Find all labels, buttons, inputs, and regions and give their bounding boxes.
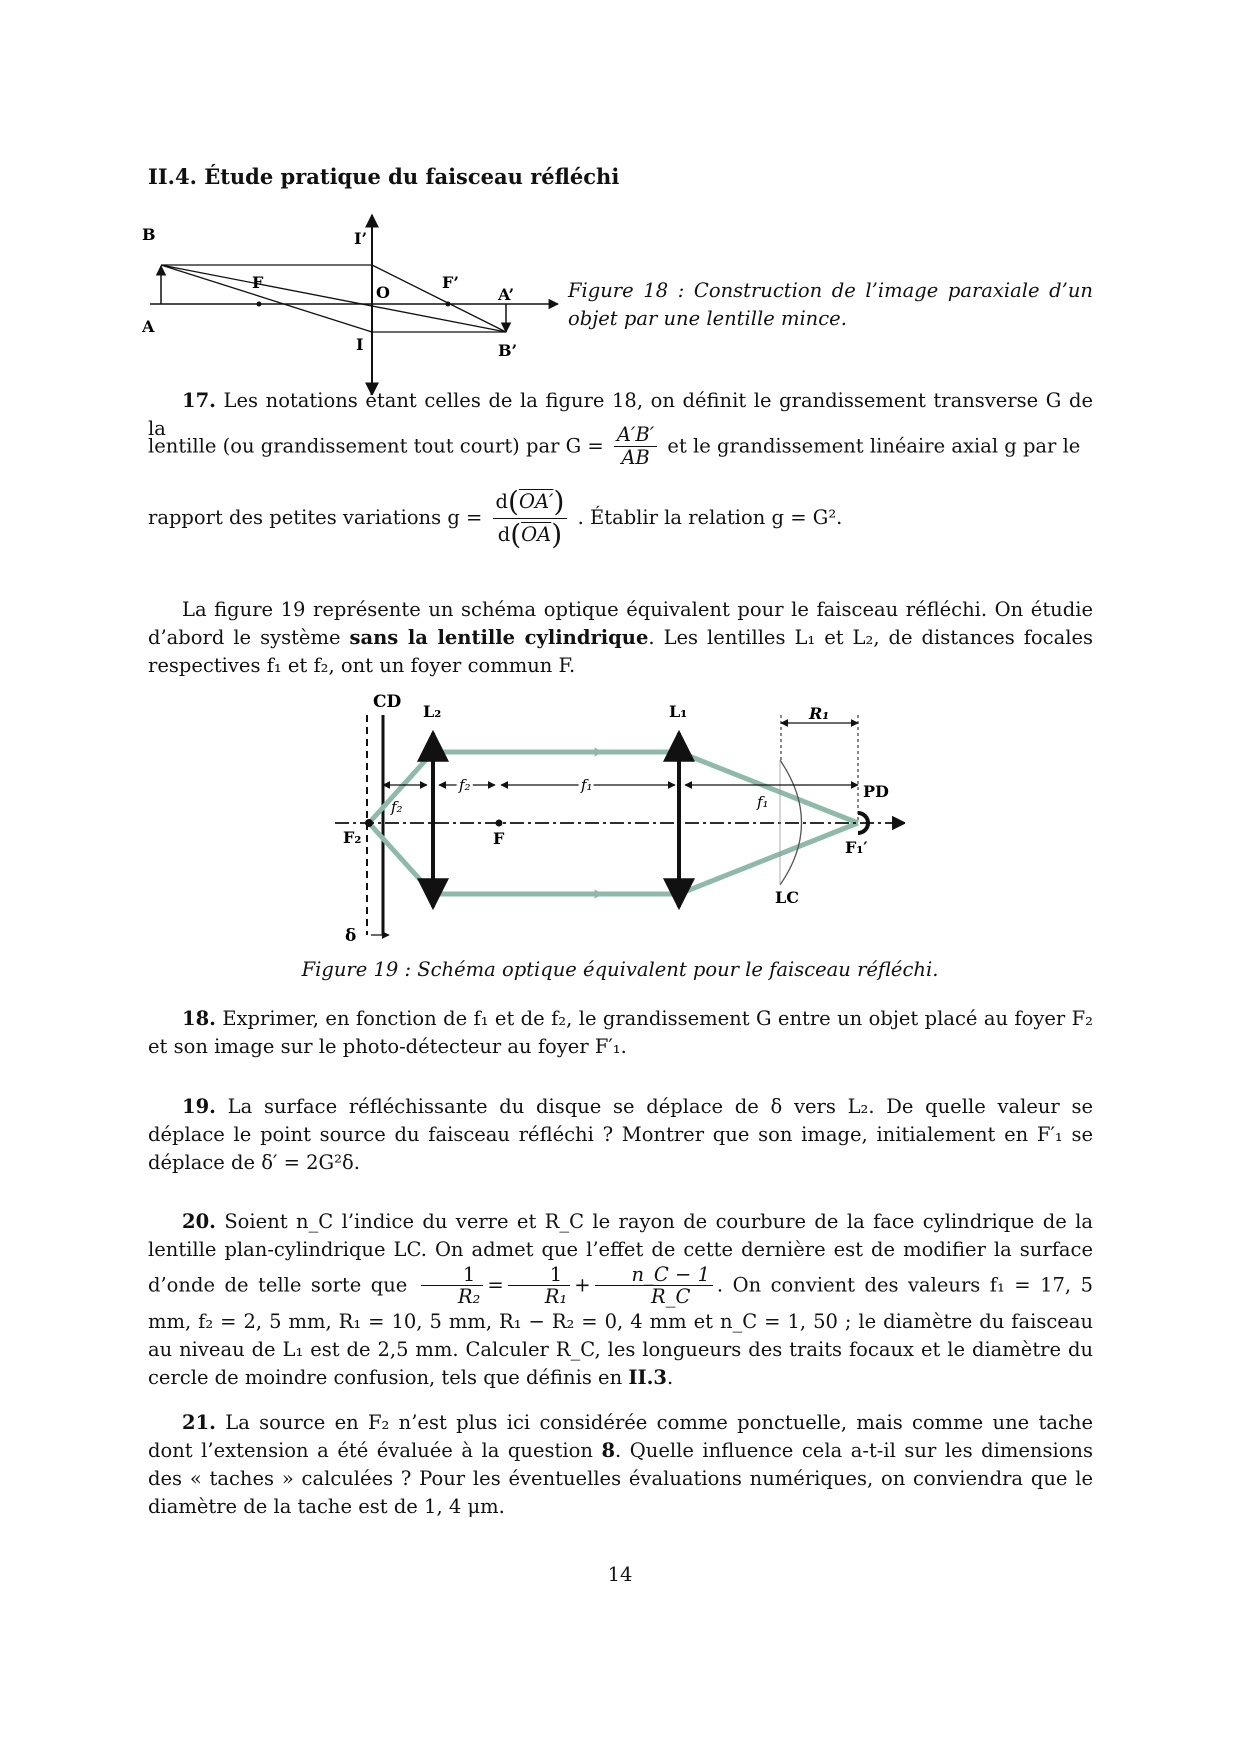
figure-18 xyxy=(140,210,560,395)
figure-18-caption: Figure 18 : Construction de l’image paraxiale d’un objet par une lentille mince. xyxy=(568,279,1093,330)
fraction-g-den: $d(\overline{OA})$ xyxy=(497,518,563,552)
frac-c-den: R_C xyxy=(651,1285,691,1309)
fraction-g-num: d(OA′) xyxy=(493,486,568,519)
ray-through-f xyxy=(161,265,372,332)
label-r1: R₁ xyxy=(809,704,830,723)
frac-b-den: R₁ xyxy=(544,1285,568,1309)
question-19-text: La surface réfléchissante du disque se déplace de δ vers L₂. De quelle valeur se déplace le point source du faisceau réfléchi ? Montrer que son image, initialement en F′₁ se déplace de δ′ = 2G²δ. xyxy=(148,1095,1094,1174)
label-f2-top: f₂ xyxy=(459,776,471,794)
section-title: II.4. Étude pratique du faisceau réfléchi xyxy=(148,164,620,189)
point-f2 xyxy=(365,819,373,827)
figure-19-intro xyxy=(148,596,1093,680)
question-21-pre: La source en F₂ n’est plus ici considérée comme ponctuelle, mais comme une tache dont l’extension a été évaluée à la question xyxy=(148,1411,1093,1462)
question-18-number: 18. xyxy=(182,1007,216,1030)
fraction-g-den-var: $\overline{OA}$ xyxy=(521,523,552,547)
question-21-ref: 8 xyxy=(601,1439,616,1462)
label-B: B xyxy=(142,225,156,244)
label-B-prime: B’ xyxy=(498,341,518,360)
question-21-post: . Quelle influence cela a-t-il sur les dimensions des « taches » calculées ? Pour les éventuelles évaluations numériques, on conviendra que le diamètre de la tache est de 1, 4 μm. xyxy=(148,1439,1093,1518)
fraction-G-den: AB xyxy=(621,446,650,470)
intro-bold: sans la lentille cylindrique xyxy=(349,626,649,649)
question-17-text2-post: et le grandissement linéaire axial g par le xyxy=(667,434,1081,458)
beam-lower xyxy=(369,823,858,894)
fraction-g-den-d: d xyxy=(497,523,511,547)
intro-text-a: La figure 19 représente un schéma optique équivalent pour le faisceau réfléchi. On étudie d’abord le système xyxy=(148,598,1093,649)
fraction-1-over-r2 xyxy=(421,1264,484,1308)
frac-a-den: R₂ xyxy=(457,1285,481,1309)
label-f2-small: f₂ xyxy=(391,798,403,816)
question-17-line2 xyxy=(148,424,1093,470)
label-F: F xyxy=(252,273,264,292)
fraction-nc-over-rc xyxy=(595,1264,713,1308)
question-17-number: 17. xyxy=(182,389,216,412)
fraction-g xyxy=(493,486,568,551)
question-21-number: 21. xyxy=(182,1411,216,1434)
label-F2: F₂ xyxy=(343,828,362,847)
fraction-G xyxy=(614,424,657,470)
question-17-text2-pre: lentille (ou grandissement tout court) par G = xyxy=(148,434,604,458)
question-21 xyxy=(148,1409,1093,1521)
label-F: F xyxy=(493,829,505,848)
question-17-line3 xyxy=(148,486,1093,551)
question-18 xyxy=(148,1005,1093,1061)
label-O: O xyxy=(376,283,390,302)
question-20-post: . On convient des valeurs f₁ = 17, 5 mm, f₂ = 2, 5 mm, R₁ = 10, 5 mm, R₁ − R₂ = 0, 4 mm et n_C = 1, 50 ; le diamètre du faisceau au niveau de L₁ est de 2,5 mm. Calculer R_C, les longueurs des traits focaux et le diamètre du cercle de moindre confusion, tels que définis en xyxy=(148,1273,1093,1389)
beam-upper xyxy=(369,752,858,823)
question-20-pre: Soient n_C l’indice du verre et R_C le rayon de courbure de la face cylindrique de la lentille plan-cylindrique LC. On admet que l’effet de cette dernière est de modifier la surface d’onde de telle sorte que xyxy=(148,1210,1093,1297)
point-f xyxy=(496,820,503,827)
intro-text-b: . Les lentilles L₁ et L₂, de distances focales respectives f₁ et f₂, ont un foyer commun F. xyxy=(148,626,1093,677)
fraction-G-num: A′B′ xyxy=(614,424,657,447)
question-18-text: Exprimer, en fonction de f₁ et de f₂, le grandissement G entre un objet placé au foyer F₂ et son image sur le photo-détecteur au foyer F′₁. xyxy=(148,1007,1093,1058)
figure-19-caption: Figure 19 : Schéma optique équivalent pour le faisceau réfléchi. xyxy=(301,958,939,981)
question-20: 20. Soient n_C l’indice du verre et R_C le rayon de courbure de la face cylindrique de la lentille plan-cylindrique LC. On admet que l’effet de cette dernière est de modifier la surface d’onde de telle sorte que $\frac{1}{\text{R₂}}$ = $\frac{1}{\text{R₁}}$ + $\frac{n\_C - 1}{R\_C}$ . On convient des valeurs f₁ = 17, 5 mm, f₂ = 2, 5 mm, R₁ = 10, 5 mm, R₁ − R₂ = 0, 4 mm et n_C = 1, 50 ; le diamètre du faisceau au niveau de L₁ est de 2,5 mm. Calculer R_C, les longueurs des traits focaux et le diamètre du cercle de moindre confusion, tels que définis en II.3. xyxy=(148,1210,1093,1389)
label-I: I xyxy=(356,335,364,354)
question-20-number: 20. xyxy=(182,1210,216,1233)
question-20-ref: II.3 xyxy=(628,1365,667,1389)
fraction-g-num-var: OA′ xyxy=(518,490,554,513)
label-lc: LC xyxy=(775,888,799,907)
frac-b-num: 1 xyxy=(508,1264,571,1286)
focal-point-fprime xyxy=(446,302,451,307)
label-F-prime: F’ xyxy=(442,273,459,292)
label-pd: PD xyxy=(863,782,889,801)
label-l2: L₂ xyxy=(423,702,442,721)
label-A: A xyxy=(142,317,155,336)
label-A-prime: A’ xyxy=(498,285,515,304)
question-17-text3-post: . Établir la relation g = G². xyxy=(577,506,843,530)
focal-point-f xyxy=(257,302,262,307)
label-cd: CD xyxy=(373,692,402,712)
frac-a-num: 1 xyxy=(421,1264,484,1286)
question-17-text3-pre: rapport des petites variations g = xyxy=(148,506,483,530)
label-f1-top: f₁ xyxy=(581,776,593,794)
question-19-number: 19. xyxy=(182,1095,216,1118)
question-19 xyxy=(148,1093,1093,1177)
ray-through-fprime xyxy=(372,265,506,332)
frac-c-num: n_C − 1 xyxy=(595,1264,713,1286)
fraction-1-over-r1 xyxy=(508,1264,571,1308)
label-F1p: F₁′ xyxy=(845,838,868,857)
page-number: 14 xyxy=(607,1563,633,1586)
question-20-end: . xyxy=(666,1365,674,1389)
figure-19 xyxy=(335,685,905,950)
fraction-g-num-d: d xyxy=(495,490,509,513)
label-l1: L₁ xyxy=(669,702,688,721)
label-delta: δ xyxy=(345,926,357,946)
question-17-text1: Les notations étant celles de la figure 18, on définit le grandissement transverse G de la xyxy=(148,389,1094,440)
label-f1-right: f₁ xyxy=(757,793,769,811)
label-I-prime: I’ xyxy=(354,229,368,248)
